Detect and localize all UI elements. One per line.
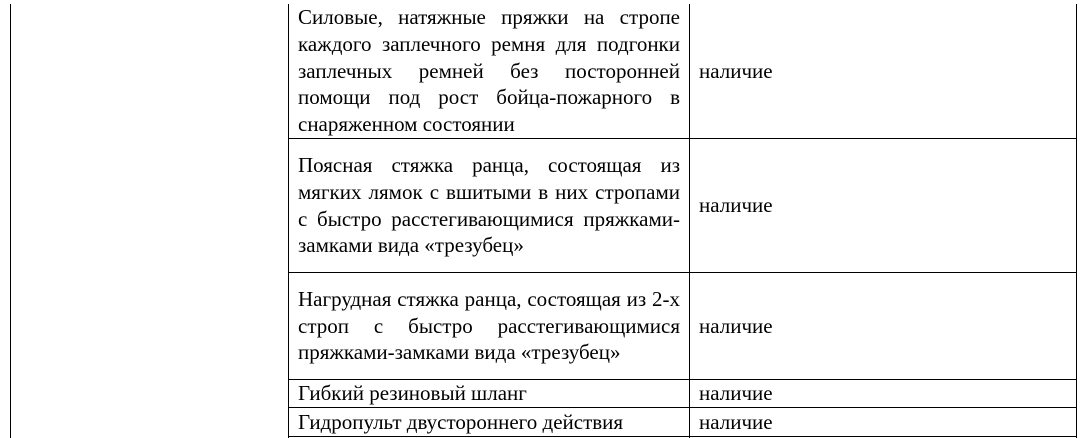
table-cell-value — [690, 273, 1077, 380]
table-cell-value — [690, 139, 1077, 273]
table-cell-value — [690, 380, 1077, 408]
value-text: наличие — [699, 193, 773, 218]
table-cell-description — [289, 380, 690, 408]
description-text: Гибкий резиновый шланг — [298, 381, 527, 406]
value-text: наличие — [699, 409, 773, 434]
table-row — [11, 4, 1077, 139]
description-text: Нагрудная стяжка ранца, состоящая из 2-х строп с быстро расстегивающимися пряжками-замками вида «трезубец» — [298, 286, 680, 365]
value-text: наличие — [699, 381, 773, 406]
value-text: наличие — [699, 58, 773, 83]
merged-category-cell — [11, 4, 289, 438]
table-cell-description — [289, 273, 690, 380]
specification-table — [10, 4, 1077, 438]
table-cell-description — [289, 408, 690, 437]
table-cell-value — [690, 408, 1077, 437]
table-cell-description — [289, 139, 690, 273]
description-text: Силовые, натяжные пряжки на стропе каждого заплечного ремня для подгонки заплечных ремней без посторонней помощи под рост бойца-пожарного в снаряженном состоянии — [298, 5, 680, 137]
table-cell-description — [289, 4, 690, 139]
description-text: Поясная стяжка ранца, состоящая из мягких лямок с вшитыми в них стропами с быстро расстегивающимися пряжками-замками вида «трезубец» — [298, 153, 680, 258]
value-text: наличие — [699, 313, 773, 338]
description-text: Гидропульт двустороннего действия — [298, 409, 624, 434]
table-cell-value — [690, 4, 1077, 139]
